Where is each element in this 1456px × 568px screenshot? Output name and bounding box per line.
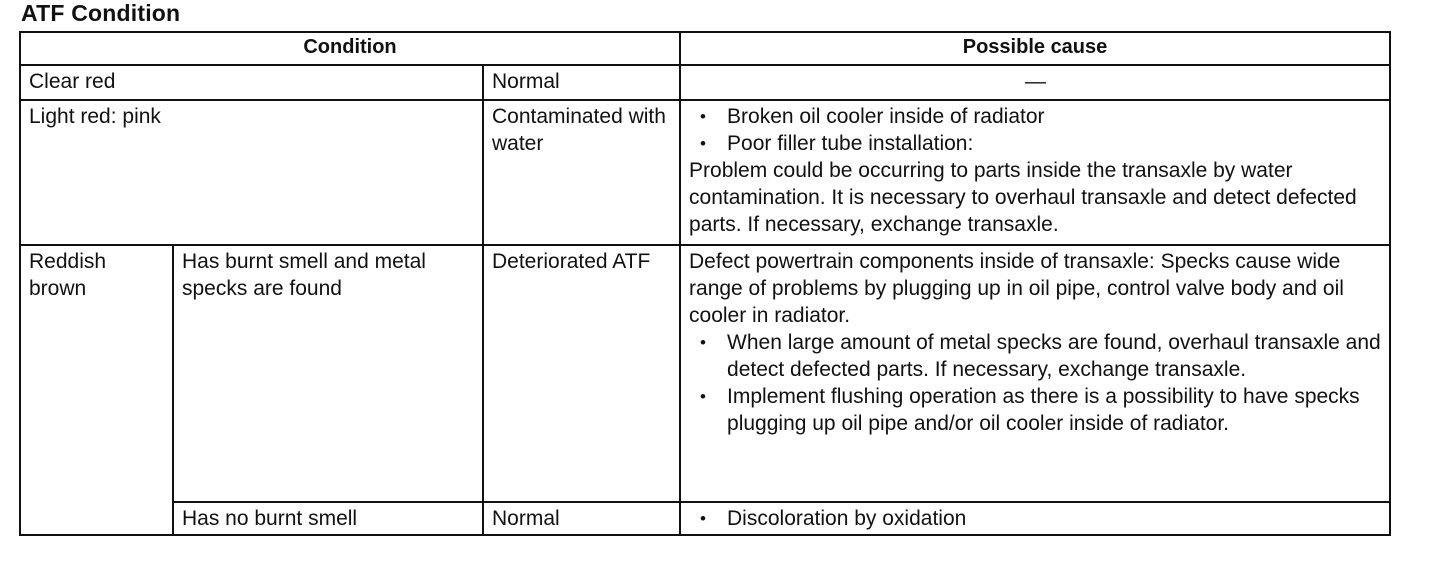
smell-burnt: Has burnt smell and metal specks are found xyxy=(173,245,483,502)
cause-bullet-list xyxy=(689,103,1382,157)
smell-no-burnt: Has no burnt smell xyxy=(173,502,483,535)
list-item: • When large amount of metal specks are found, overhaul transaxle and detect defected parts. If necessary, exchange transaxle. xyxy=(689,329,1382,383)
condition-reddish-brown: Reddish brown xyxy=(20,245,173,535)
condition-light-red: Light red: pink xyxy=(20,100,483,245)
condition-clear-red: Clear red xyxy=(20,65,483,100)
header-row xyxy=(20,32,1390,65)
status-deteriorated: Deteriorated ATF xyxy=(483,245,680,502)
cause-deteriorated xyxy=(680,245,1390,502)
cause-clear-red: — xyxy=(680,65,1390,100)
cause-note: Problem could be occurring to parts inside the transaxle by water contamination. It is necessary to overhaul transaxle and detect defected parts. If necessary, exchange transaxle. xyxy=(689,159,1357,236)
table-row xyxy=(20,100,1390,245)
header-possible-cause: Possible cause xyxy=(680,32,1390,65)
cause-bullet-list xyxy=(689,329,1382,437)
cause-light-red xyxy=(680,100,1390,245)
table-row xyxy=(20,502,1390,535)
cause-bullet-list xyxy=(689,505,1382,532)
cause-no-burnt xyxy=(680,502,1390,535)
status-no-burnt: Normal xyxy=(483,502,680,535)
status-light-red: Contaminated with water xyxy=(483,100,680,245)
list-item: • Broken oil cooler inside of radiator xyxy=(689,103,1382,130)
table-row xyxy=(20,65,1390,100)
page-title: ATF Condition xyxy=(21,0,181,26)
list-item: • Implement flushing operation as there is a possibility to have specks plugging up oil pipe and/or oil cooler inside of radiator. xyxy=(689,383,1382,437)
list-item: • Poor filler tube installation: xyxy=(689,130,1382,157)
header-condition: Condition xyxy=(20,32,680,65)
list-item: • Discoloration by oxidation xyxy=(689,505,1382,532)
status-clear-red: Normal xyxy=(483,65,680,100)
cause-intro: Defect powertrain components inside of transaxle: Specks cause wide range of problems by plugging up in oil pipe, control valve body and oil cooler in radiator. xyxy=(689,250,1344,327)
table-row xyxy=(20,245,1390,502)
atf-condition-table xyxy=(19,31,1391,536)
